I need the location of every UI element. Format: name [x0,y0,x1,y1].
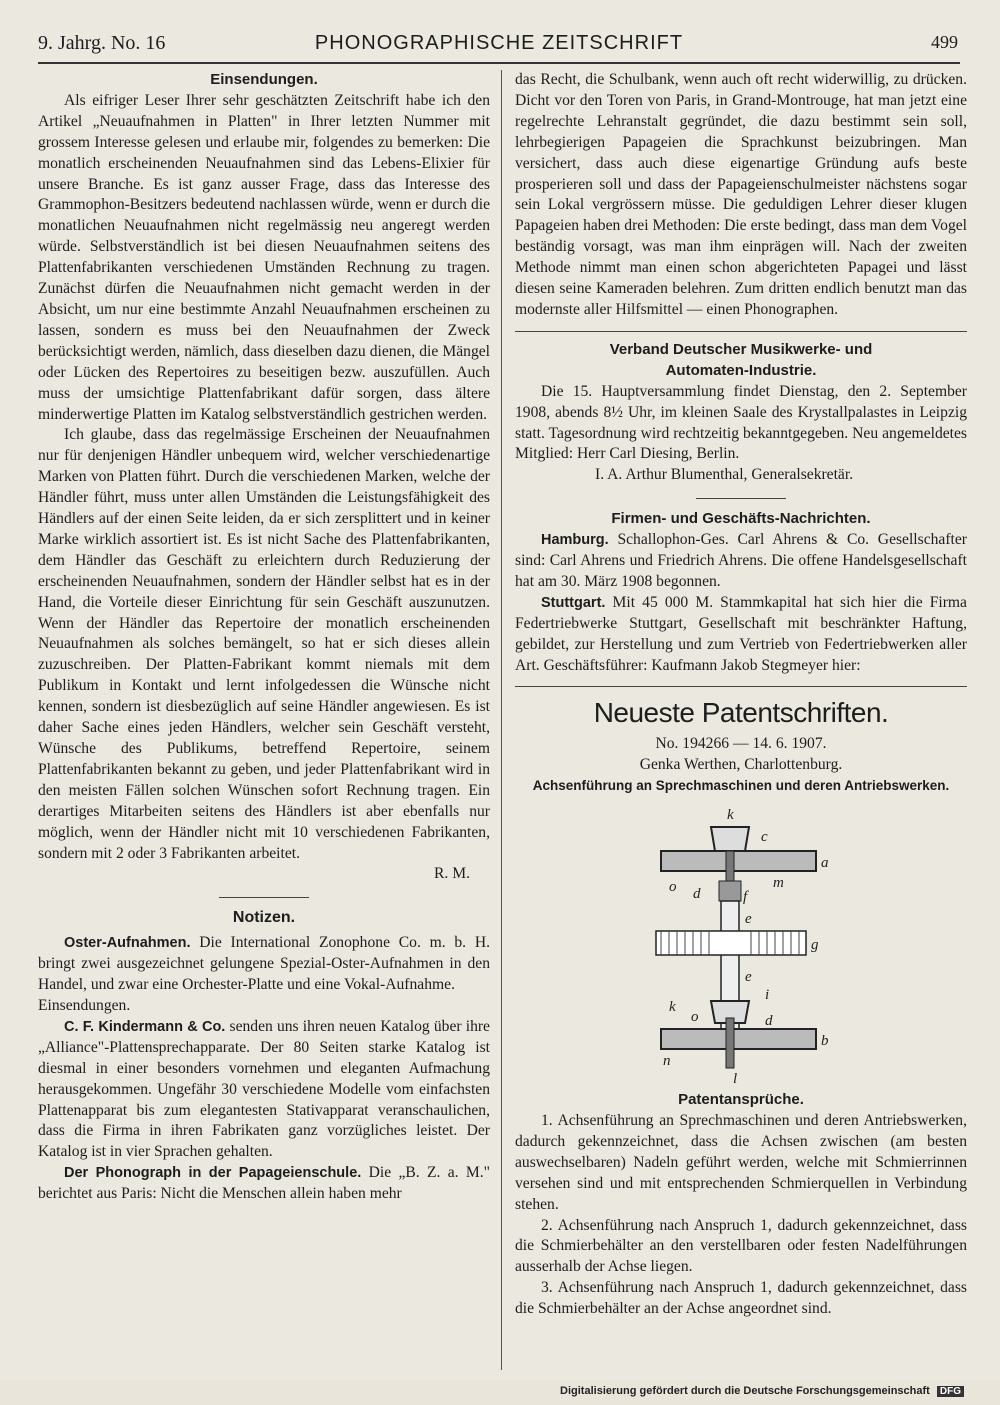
hamburg-heading: Hamburg. [541,532,609,549]
fig-label-d-top: d [693,886,701,903]
section-rule [696,498,786,499]
patent-holder: Genka Werthen, Charlottenburg. [639,756,843,774]
fig-label-b: b [821,1033,829,1050]
fig-label-o-top: o [669,879,677,896]
fig-label-d-bottom: d [765,1013,773,1030]
fig-label-m: m [773,875,784,892]
notizen-title: Notizen. [232,909,296,927]
dfg-logo: DFG [937,1386,964,1397]
left-column [38,70,490,1205]
journal-title: PHONOGRAPHISCHE ZEITSCHRIFT [314,32,684,54]
fig-label-e-top: e [745,911,752,928]
verband-text: Die 15. Hauptversammlung findet Dienstag, den 2. September 1908, abends 8½ Uhr, im kleinen Saale des Krystallpalastes in Leipzig statt. Tagesordnung wird rechtzeitig bekanntgegeben. Neu angemeldetes Mitglied: Herr Carl Diesing, Berlin. [515,382,967,463]
fig-label-a: a [821,855,829,872]
firmen-title: Firmen- und Geschäfts-Nachrichten. [611,510,871,528]
section-rule [219,897,309,898]
section-rule [515,686,967,687]
fig-label-g: g [811,937,819,954]
needle-bottom [726,1018,734,1068]
fig-label-l: l [733,1071,738,1088]
oster-tail: Einsendungen. [38,996,131,1014]
hamburg-paragraph [515,530,967,593]
phonograph-text: Die „B. Z. a. M." berichtet aus Paris: Nicht die Menschen allein haben mehr [38,1164,491,1203]
kindermann-heading: C. F. Kindermann & Co. [64,1018,226,1035]
page-number: 499 [931,32,958,52]
oster-paragraph [38,933,490,996]
claim-2: 2. Achsenführung nach Anspruch 1, dadurch gekennzeichnet, dass die Schmierbehälter an den verstellbaren oder festen Nadelführungen ausserhalb der Achse liegen. [515,1216,967,1276]
patent-section-title: Neueste Patentschriften. [593,697,889,729]
patent-drawing [641,803,841,1088]
phonograph-paragraph [38,1163,490,1205]
patent-subject: Achsenführung an Sprechmaschinen und deren Antriebswerken. [532,778,950,794]
footer-text: Digitalisierung gefördert durch die Deutsche Forschungsgemeinschaft [560,1385,930,1397]
einsendungen-paragraph-2: Ich glaube, dass das regelmässige Erscheinen der Neuaufnahmen nur für denjenigen Händler unbequem wird, welcher verschiedenartige Marken von Platten führt. Durch die verschiedenen Marken, welche der Händler führt, muss unter allen Umständen die Leistungsfähigkeit des Händlers auf der einen Seite leiden, da er sich zersplittert und in keiner Marke wirklich assortiert ist. Es ist nicht Sache des Plattenfabrikanten, dem Händler das Geschäft zu erleichtern durch Reduzierung der erscheinenden Neuaufnahmen, sondern der Händler selbst hat es in der Hand, die Vorteile dieser Einrichtung für sein Geschäft auszunutzen. Wenn der Händler das Repertoire der monatlich erscheinenden Neuaufnahmen als solches bemängelt, so hat er sich dieses allein zuzuschreiben. Der Platten-Fabrikant kommt niemals mit dem Publikum in Kontakt und lernt infolgedessen die Wünsche nicht kennen, sondern ist diesbezüglich auf seine Händler angewiesen. Es ist daher Sache eines jeden Händlers, welcher sein Geschäft versteht, Wünsche des Publikums, betreffend Repertoire, seinem Plattenfabrikanten bekannt zu geben, und jeder Plattenfabrikant wird in den meisten Fällen solchen Wünschen sofort Rechnung tragen. Ein derartiges Mitarbeiten seitens des Händlers ist aber ebenfalls nur möglich, wenn der Händler nicht mit 10 verschiedenen Fabrikanten, sondern mit 2 oder 3 Fabrikanten arbeitet. [38,426,490,862]
stuttgart-paragraph [515,593,967,677]
column-divider [501,70,502,1370]
kindermann-paragraph [38,1017,490,1163]
fig-label-i: i [765,987,770,1004]
right-column [515,70,967,1320]
oster-text: Die International Zonophone Co. m. b. H. bringt zwei ausgezeichnet gelungene Spezial-Oster-Aufnahmen in den Handel, und zwar eine Orchester-Platte und eine Vokal-Aufnahme. [38,934,490,994]
einsendungen-title: Einsendungen. [210,71,318,88]
verband-title-line-2: Automaten-Industrie. [665,361,817,379]
einsendungen-paragraph-1: Als eifriger Leser Ihrer sehr geschätzten Zeitschrift habe ich den Artikel „Neuaufnahmen in Platten" in Ihrer letzten Nummer mit grossem Interesse gelesen und erlaube mir, folgendes zu bemerken: Die monatlich erscheinenden Neuaufnahmen sind das Lebens-Elixier für unsere Branche. Es ist ganz ausser Frage, dass das Interesse des Grammophon-Besitzers bedeutend nachlassen würde, wenn er durch die monatlichen Neuaufnahmen nicht regelmässig neu angeregt werden würde. Selbstverständlich ist bei diesen Neuaufnahmen seitens des Plattenfabrikanten verschiedenen Umständen Rechnung zu tragen. Zunächst dürfen die Neuaufnahmen nicht gemacht werden in der Absicht, um nur eine bestimmte Anzahl Neuaufnahmen erscheinen zu lassen, sondern es muss bei den Neuaufnahmen der Zweck berücksichtigt werden, nämlich, dass dieselben dazu dienen, die Mängel oder Lücken des Repertoires zu beseitigen bezw. auszufüllen. Auch muss der umsichtige Plattenfabrikant dafür sorgen, dass ältere minderwertige Platten im Katalog selbstverständlich gestrichen werden. [38,91,490,423]
claim-3: 3. Achsenführung nach Anspruch 1, dadurch gekennzeichnet, dass die Schmierbehälter an der Achse angeordnet sind. [515,1279,967,1318]
fig-label-k-bottom: k [669,999,676,1016]
axle-head [719,881,741,901]
phonograph-continuation: das Recht, die Schulbank, wenn auch oft recht widerwillig, zu drücken. Dicht vor den Toren von Paris, in Grand-Montrouge, hat man jetzt eine regelrechte Lehranstalt gegründet, die dazu bestimmt sein soll, lehrbegierigen Papageien die Sprachkunst beizubringen. Man versichert, dass auch diese eigenartige Gründung aufs beste prosperieren soll und dass der Papageienschulmeister nächstens sogar sein Lokal vergrössern müsse. Die geduldigen Lehrer dieser klugen Papageien haben drei Methoden: Die erste bedingt, dass man dem Vogel beständig vorsagt, was man ihm einprägen will. Nach der zweiten Methode nimmt man einen schon abgerichteten Papagei und lässt diesen seine Kameraden belehren. Zum dritten endlich benutzt man das modernste aller Hilfsmittel — einen Phonographen. [515,71,967,318]
oster-heading: Oster-Aufnahmen. [64,935,191,952]
fig-label-k-top: k [727,807,734,824]
fig-label-n: n [663,1053,671,1070]
patent-number: No. 194266 — 14. 6. 1907. [655,735,827,753]
fig-label-f: f [743,889,748,906]
bearing-plate-b [661,1029,816,1049]
fig-label-o-bottom: o [691,1009,699,1026]
bearing-plate-a [661,851,816,871]
page-header [38,32,960,64]
fig-label-e-bottom: e [745,969,752,986]
claims-title: Patentansprüche. [678,1091,804,1109]
phonograph-heading: Der Phonograph in der Papageienschule. [64,1165,362,1182]
fig-label-c: c [761,829,768,846]
digitization-footer [560,1385,964,1397]
claim-1: 1. Achsenführung an Sprechmaschinen und deren Antriebswerken, dadurch gekennzeichnet, dass die Achsen zwischen (am besten auswechselbaren) Nadeln geführt werden, welche mit Schmierrinnen versehen sind und mit entsprechenden Schmierquellen in Verbindung stehen. [515,1112,967,1213]
kindermann-text: senden uns ihren neuen Katalog über ihre „Alliance"-Plattensprechapparate. Der 80 Seiten starke Katalog ist diesmal in einer besonders vornehmen und eleganten Aufmachung herausgekommen. Ungefähr 30 verschiedene Modelle vom einfachsten Plattenapparat bis zum elegantesten Stativapparat veranschaulichen, dass die Firma in ihren Fabrikaten ganz vorzügliches leistet. Der Katalog ist in vier Sprachen gehalten. [38,1017,490,1161]
oil-cup-top [711,827,749,851]
volume-issue: 9. Jahrg. No. 16 [38,32,166,54]
einsendungen-signature-row [38,864,490,885]
verband-signature: I. A. Arthur Blumenthal, Generalsekretär. [595,466,854,484]
verband-title-line-1: Verband Deutscher Musikwerke- und [609,340,873,358]
einsendungen-signature: R. M. [434,865,470,883]
section-rule [515,331,967,332]
stuttgart-text: Mit 45 000 M. Stammkapital hat sich hier die Firma Federtriebwerke Stuttgart, Gesellschaft mit beschränkter Haftung, gebildet, zur Herstellung und zum Vertrieb von Federtriebwerken aller Art. Geschäftsführer: Kaufmann Jakob Stegmeyer hier: [515,593,967,674]
stuttgart-heading: Stuttgart. [541,594,606,611]
hamburg-text: Schallophon-Ges. Carl Ahrens & Co. Gesellschafter sind: Carl Ahrens und Friedrich Ahrens. Die offene Handelsgesellschaft hat am 30. März 1908 begonnen. [515,531,967,590]
